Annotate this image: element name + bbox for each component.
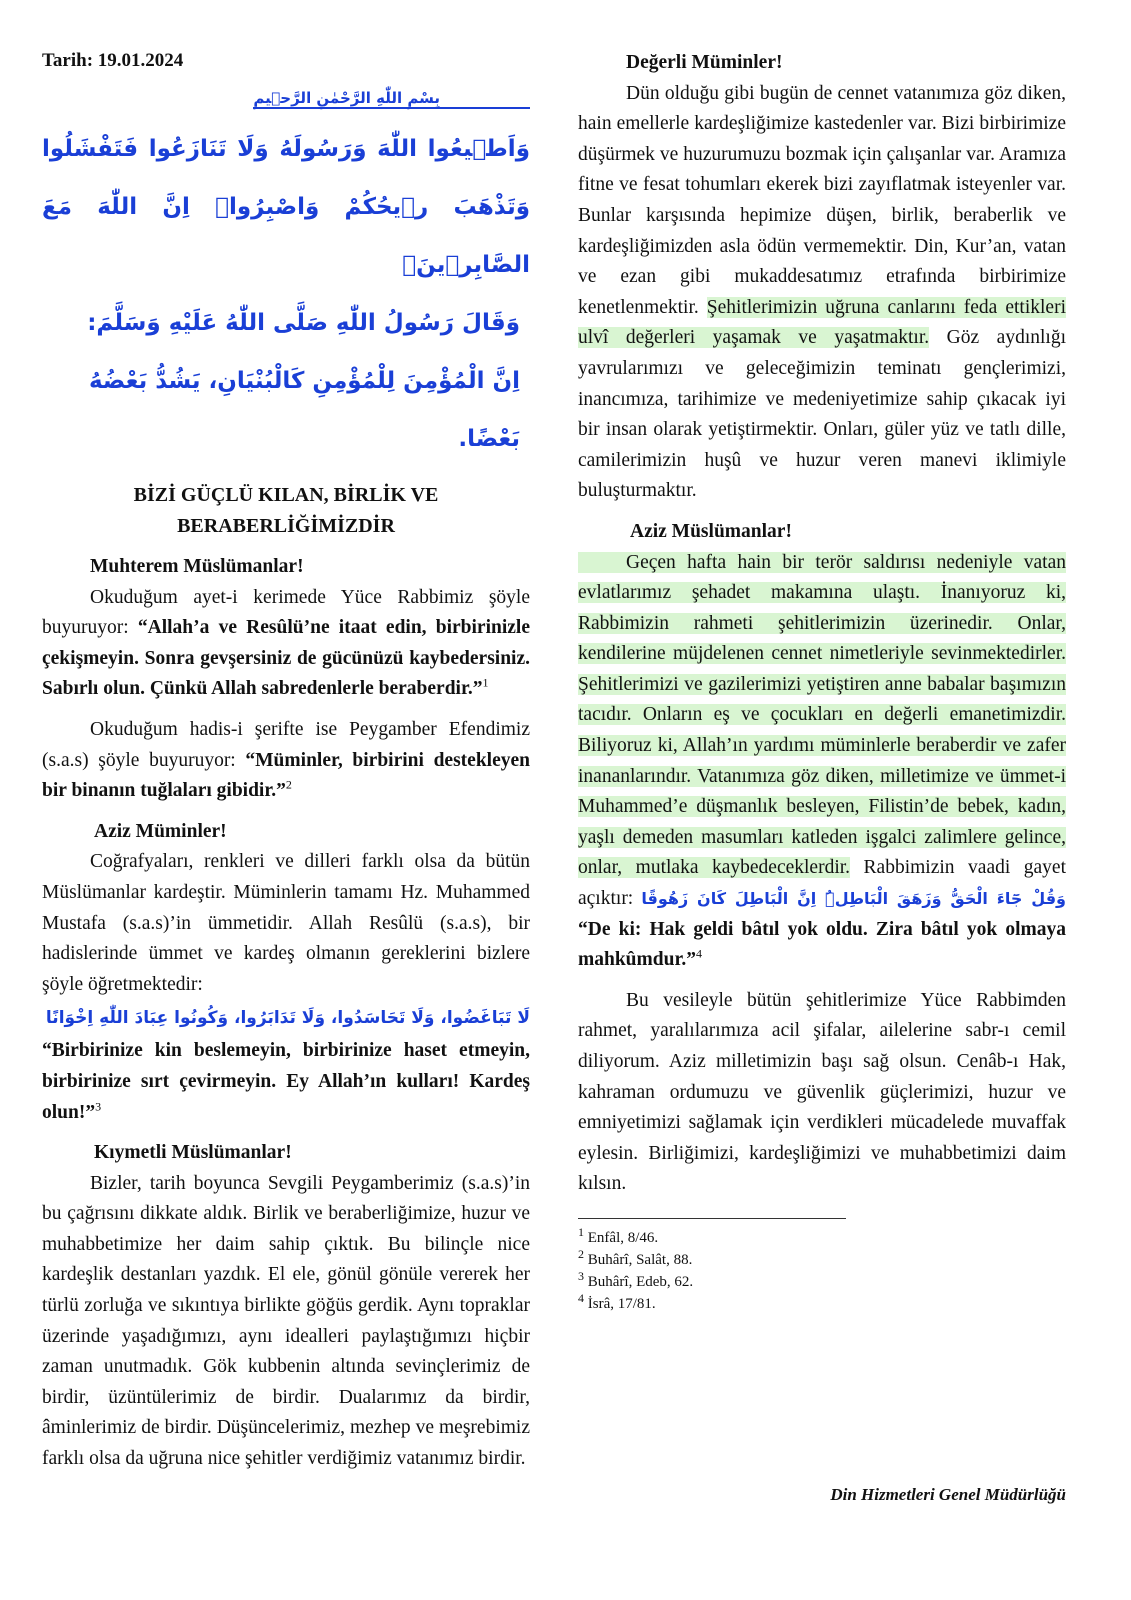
- paragraph-vatan: [578, 79, 1066, 507]
- footnote-ref: 1: [482, 675, 489, 690]
- footnotes: [578, 1224, 1066, 1315]
- paragraph-text: Rabbimizin vaadi gayet açıktır:: [578, 857, 1066, 910]
- paragraph-text: Dün olduğu gibi bugün de cennet vatanımıza göz diken, hain emellerle kardeşliğimize kastedenler var. Bizi birbirimize düşürmek ve huzurumuzu bozmak için çalışanlar var. Aramıza fitne ve fesat tohumları ekerek bizi zayıflatmak isteyenler var. Bunlar karşısında hepimize düşen, birlik, beraberlik ve kardeşliğimizden asla ödün vermemektir. Din, Kur’an, vatan ve ezan gibi mukaddesatımız etrafında birbirimize kenetlenmektir.: [578, 82, 1066, 318]
- hadis-intro-arabic: وَقَالَ رَسُولُ اللّٰهِ صَلَّى اللّٰهُ عَلَيْهِ وَسَلَّمَ:: [87, 310, 520, 336]
- paragraph-kardeslik: Coğrafyaları, renkleri ve dilleri farklı olsa da bütün Müslümanlar kardeştir. Müminlerin tamamı Hz. Muhammed Mustafa (s.a.s)’in ümmetidir. Allah Resûlü (s.a.s), bir hadislerinde ümmet ve kardeş olmanın gereklerini bizlere şöyle öğretmektedir:: [42, 851, 530, 995]
- footnote: $^2$ Buhârî, Salât, 88.: [578, 1246, 693, 1268]
- paragraph-ayah-meal: [42, 583, 530, 705]
- heading-degerli: Değerli Müminler!: [626, 52, 783, 73]
- ayah-arabic-inline: وَقُلْ جَٓاءَ الْحَقُّ وَزَهَقَ الْبَاطِلُۜ اِنَّ الْبَاطِلَ كَانَ زَهُوقًا: [641, 889, 1066, 909]
- heading-kiymetli: Kıymetli Müslümanlar!: [94, 1142, 292, 1164]
- quote-text: “Birbirinize kin beslemeyin, birbirinize haset etmeyin, birbirinize sırt çevirmeyin. Ey Allah’ın kulları! Kardeş olun!”: [42, 1040, 530, 1123]
- basmala-calligraphy: [42, 80, 530, 116]
- hadis-arabic-kardeslik: لَا تَبَاغَضُوا، وَلَا تَحَاسَدُوا، وَلَا تَدَابَرُوا، وَكُونُوا عِبَادَ اللّٰهِ اِخْوَانًا: [45, 1008, 530, 1029]
- footnote-ref: 2: [285, 777, 292, 792]
- kardeslik-quote: [42, 1036, 530, 1128]
- title-line-2: BERABERLİĞİMİZDİR: [177, 515, 395, 537]
- highlighted-text: [578, 552, 1066, 879]
- title-line-1: BİZİ GÜÇLÜ KILAN, BİRLİK VE: [133, 484, 439, 506]
- footnote-ref: 3: [95, 1099, 102, 1113]
- ayah-arabic: وَاَط۪يعُوا اللّٰهَ وَرَسُولَهُ وَلَا تَنَازَعُوا فَتَفْشَلُوا وَتَذْهَبَ ر۪يحُكُمْ وَاصْبِرُواۜ اِنَّ اللّٰهَ مَعَ الصَّابِر۪ينَۚ: [42, 136, 530, 278]
- ayah-meal-quote: “De ki: Hak geldi bâtıl yok oldu. Zira bâtıl yok olmaya mahkûmdur.”: [578, 918, 1066, 971]
- left-column: [42, 48, 530, 1475]
- paragraph-hadis-meal: [42, 715, 530, 807]
- footnote-ref: 4: [695, 946, 702, 961]
- heading-aziz-mueminler: Aziz Müminler!: [94, 820, 227, 842]
- ayah-meal-quote: “Allah’a ve Resûlü’ne itaat edin, birbirinizle çekişmeyin. Sonra gevşersiniz de gücünüzü kaybedersiniz. Sabırlı olun. Çünkü Allah sabredenlerle beraberdir.”: [42, 617, 530, 700]
- paragraph-text: Göz aydınlığı yavrularımızı ve geleceğimizin teminatı gençlerimizi, inancımıza, tarihimize ve medeniyetimize sahip çıkacak iyi bir insan olarak yetiştirmektir. Onları, güler yüz ve tatlı dille, camilerimizin huşû ve huzur veren manevi iklimiyle buluşturmaktır.: [578, 327, 1066, 502]
- paragraph-sehitler: [578, 548, 1066, 976]
- highlighted-text: Şehitlerimizin uğruna canlarını feda ettikleri ulvî değerleri yaşamak ve yaşatmaktır.: [578, 296, 1066, 349]
- hadis-arabic: اِنَّ الْمُؤْمِنَ لِلْمُؤْمِنِ كَالْبُنْيَانِ، يَشُدُّ بَعْضُهُ بَعْضًا.: [88, 368, 520, 452]
- highlighted-text-content: Geçen hafta hain bir terör saldırısı nedeniyle vatan evlatlarımız şehadet makamına ulaştı. İnanıyoruz ki, Rabbimizin rahmeti şehitlerimizin üzerinedir. Onlar, kendilerine müjdelenen cennet nimetleriyle sevinmektedirler. Şehitlerimizi ve gazilerimizi yetiştiren anne babalar başımızın tacıdır. Onların eş ve çocukları en değerli emanetimizdir. Biliyoruz ki, Allah’ın yardımı müminlerle beraberdir ve zafer inananlarındır. Vatanımıza göz diken, milletimize ve ümmet-i Muhammed’e düşmanlık besleyen, Filistin’de bebek, kadın, yaşlı demeden masumları katleden işgalci zalimlere gelince, onlar, mutlaka kaybedeceklerdir.: [578, 551, 1066, 879]
- heading-aziz-muslumanlar: Aziz Müslümanlar!: [630, 520, 792, 542]
- paragraph-birlik: Bizler, tarih boyunca Sevgili Peygamberimiz (s.a.s)’in bu çağrısını dikkate aldık. Birlik ve beraberliğimize, huzur ve muhabbetimize her daim sahip çıktık. Bu bilinçle nice kardeşlik destanları yazdık. El ele, gönül gönüle vererek her türlü zorluğa ve sıkıntıya birlikte göğüs gerdik. Aynı topraklar üzerinde yaşadığımızı, aynı idealleri paylaştığımızı hiçbir zaman unutmadık. Gök kubbenin altında sevinçlerimiz de birdir, üzüntülerimiz de birdir. Dualarımız da birdir, âminlerimiz de birdir. Düşüncelerimiz, mezhep ve meşrebimiz farklı olsa da uğruna nice şehitler verdiğimiz vatanımız birdir.: [42, 1172, 530, 1470]
- date: Tarih: 19.01.2024: [42, 50, 184, 71]
- paragraph-text: Okuduğum hadis-i şerifte ise Peygamber Efendimiz (s.a.s) şöyle buyuruyor:: [42, 718, 530, 771]
- heading-muhterem: Muhterem Müslümanlar!: [90, 556, 304, 577]
- footnote-divider: [578, 1218, 846, 1219]
- signature: Din Hizmetleri Genel Müdürlüğü: [830, 1485, 1066, 1504]
- sermon-title: [42, 480, 530, 542]
- right-column: [578, 48, 1066, 1315]
- paragraph-text: Okuduğum ayet-i kerimede Yüce Rabbimiz şöyle buyuruyor:: [42, 586, 530, 639]
- paragraph-dua: Bu vesileyle bütün şehitlerimize Yüce Rabbimden rahmet, yaralılarımıza acil şifalar, ailelerine sabr-ı cemil diliyorum. Aziz milletimizin başı sağ olsun. Cenâb-ı Hak, kahraman ordumuzu ve güvenlik güçlerimizi, huzur ve emniyetimizi sağlamak için verdikleri mücadelede muvaffak eylesin. Birliğimizi, kardeşliğimizi ve muhabbetimizi daim kılsın.: [578, 989, 1066, 1195]
- basmala-text: بِسْمِ اللّٰهِ الرَّحْمٰنِ الرَّح۪يمِ: [253, 89, 530, 109]
- footnote: $^1$ Enfâl, 8/46.: [578, 1224, 659, 1246]
- footnote: $^4$ İsrâ, 17/81.: [578, 1290, 656, 1312]
- footnote: $^3$ Buhârî, Edeb, 62.: [578, 1268, 694, 1290]
- hadis-meal-quote: “Müminler, birbirini destekleyen bir binanın tuğlaları gibidir.”: [42, 749, 530, 802]
